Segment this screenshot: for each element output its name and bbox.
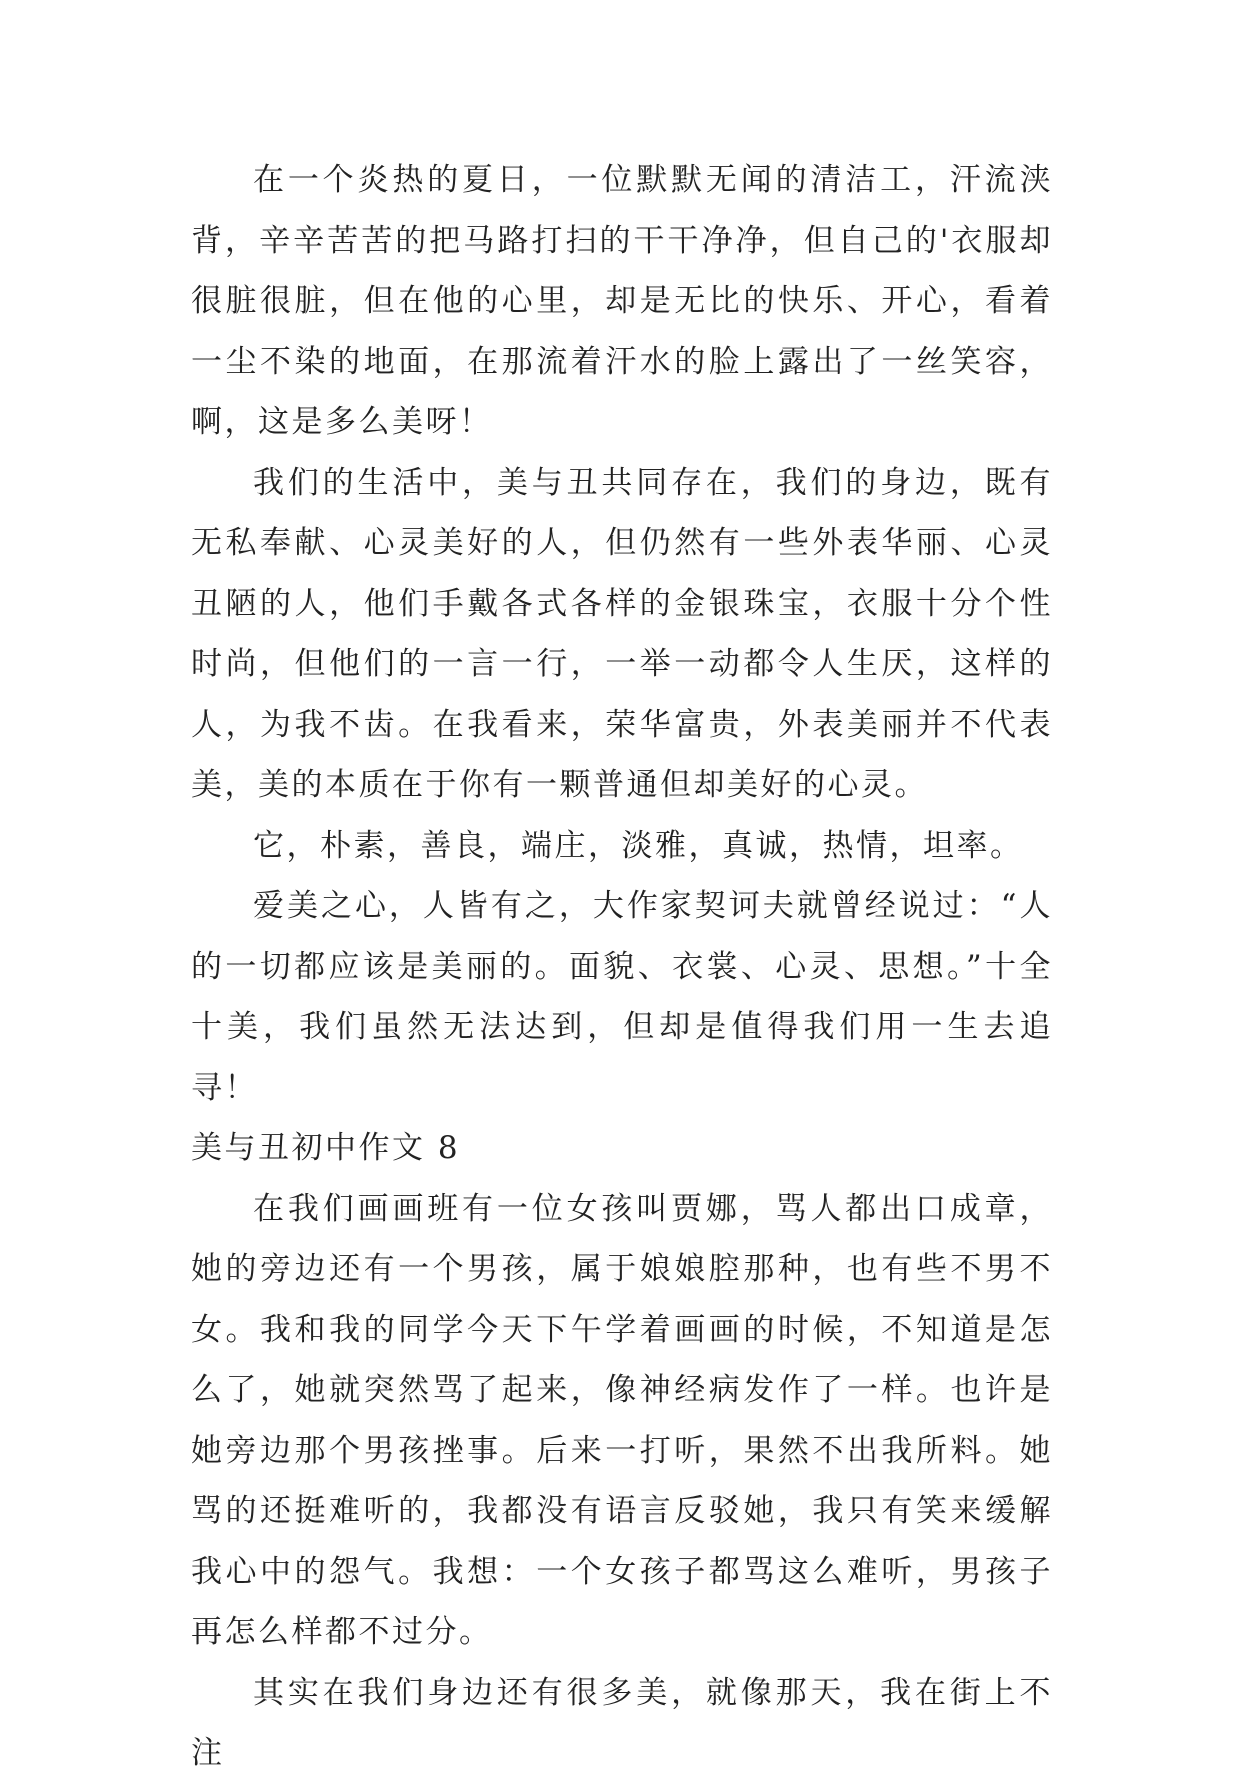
essay-heading: 美与丑初中作文 8 (191, 1130, 461, 1166)
paragraph-beauty-and-ugliness: 我们的生活中，美与丑共同存在，我们的身边，既有无私奉献、心灵美好的人，但仍然有一些外表华丽、心灵丑陋的人，他们手戴各式各样的金银珠宝，衣服十分个性时尚，但他们的一言一行，一举一动都令人生厌，这样的人，为我不齿。在我看来，荣华富贵，外表美丽并不代表美，美的本质在于你有一颗普通但却美好的心灵。 (191, 464, 1053, 803)
paragraph-cleaner: 在一个炎热的夏日，一位默默无闻的清洁工，汗流浃背，辛辛苦苦的把马路打扫的干干净净，但自己的'衣服却很脏很脏，但在他的心里，却是无比的快乐、开心，看着一尘不染的地面，在那流着汗水的脸上露出了一丝笑容，啊，这是多么美呀！ (191, 162, 1053, 440)
paragraph-drawing-class: 在我们画画班有一位女孩叫贾娜，骂人都出口成章，她的旁边还有一个男孩，属于娘娘腔那种，也有些不男不女。我和我的同学今天下午学着画画的时候，不知道是怎么了，她就突然骂了起来，像神经病发作了一样。也许是她旁边那个男孩挫事。后来一打听，果然不出我所料。她骂的还挺难听的，我都没有语言反驳她，我只有笑来缓解我心中的怨气。我想：一个女孩子都骂这么难听，男孩子再怎么样都不过分。 (191, 1190, 1053, 1650)
document-body (191, 150, 1053, 1784)
paragraph-street: 其实在我们身边还有很多美，就像那天，我在街上不注 (191, 1674, 1053, 1771)
paragraph-chekhov-quote: 爱美之心，人皆有之，大作家契诃夫就曾经说过：“人的一切都应该是美丽的。面貌、衣裳、心灵、思想。”十全十美，我们虽然无法达到，但却是值得我们用一生去追寻！ (191, 888, 1053, 1106)
paragraph-virtues: 它，朴素，善良，端庄，淡雅，真诚，热情，坦率。 (253, 827, 1024, 864)
